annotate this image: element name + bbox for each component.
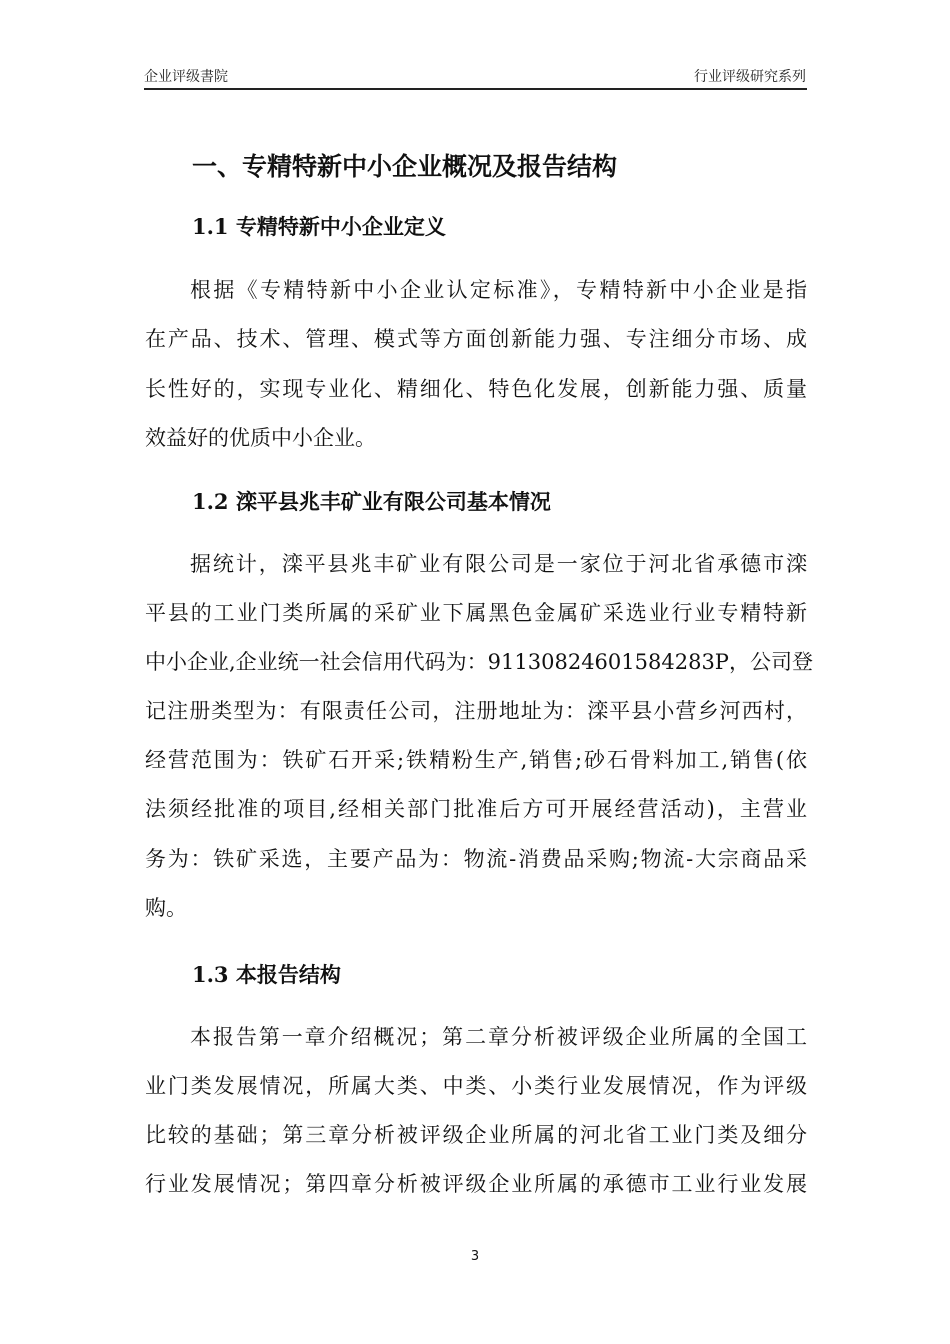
section-heading: 1.3 本报告结构 [192, 962, 341, 987]
paragraph-line: 在产品、技术、管理、模式等方面创新能力强、专注细分市场、成 [145, 327, 807, 351]
paragraph-line: 据统计，滦平县兆丰矿业有限公司是一家位于河北省承德市滦 [190, 552, 807, 576]
section-heading: 1.2 滦平县兆丰矿业有限公司基本情况 [192, 489, 551, 514]
chapter-title: 一、专精特新中小企业概况及报告结构 [192, 152, 618, 181]
header-right: 行业评级研究系列 [694, 69, 806, 85]
page-number: 3 [470, 1249, 480, 1264]
paragraph-line: 根据《专精特新中小企业认定标准》，专精特新中小企业是指 [190, 278, 807, 302]
section-heading: 1.1 专精特新中小企业定义 [192, 214, 446, 239]
header-left: 企业评级書院 [144, 69, 228, 85]
paragraph-line: 效益好的优质中小企业。 [145, 426, 376, 450]
paragraph-line: 经营范围为：铁矿石开采;铁精粉生产,销售;砂石骨料加工,销售(依 [145, 748, 807, 772]
paragraph-line: 行业发展情况；第四章分析被评级企业所属的承德市工业行业发展 [145, 1172, 807, 1196]
paragraph-line: 法须经批准的项目,经相关部门批准后方可开展经营活动)，主营业 [145, 797, 807, 821]
paragraph-line: 中小企业,企业统一社会信用代码为：91130824601584283P，公司登 [145, 650, 813, 674]
paragraph-line: 购。 [145, 896, 187, 920]
paragraph-line: 平县的工业门类所属的采矿业下属黑色金属矿采选业行业专精特新 [145, 601, 807, 625]
paragraph-line: 长性好的，实现专业化、精细化、特色化发展，创新能力强、质量 [145, 377, 807, 401]
paragraph-line: 记注册类型为：有限责任公司，注册地址为：滦平县小营乡河西村， [145, 699, 807, 723]
paragraph-line: 务为：铁矿采选，主要产品为：物流-消费品采购;物流-大宗商品采 [145, 847, 807, 871]
paragraph-line: 比较的基础；第三章分析被评级企业所属的河北省工业门类及细分 [145, 1123, 807, 1147]
paragraph-line: 本报告第一章介绍概况；第二章分析被评级企业所属的全国工 [190, 1025, 807, 1049]
paragraph-line: 业门类发展情况，所属大类、中类、小类行业发展情况，作为评级 [145, 1074, 807, 1098]
header-rule [144, 88, 807, 90]
